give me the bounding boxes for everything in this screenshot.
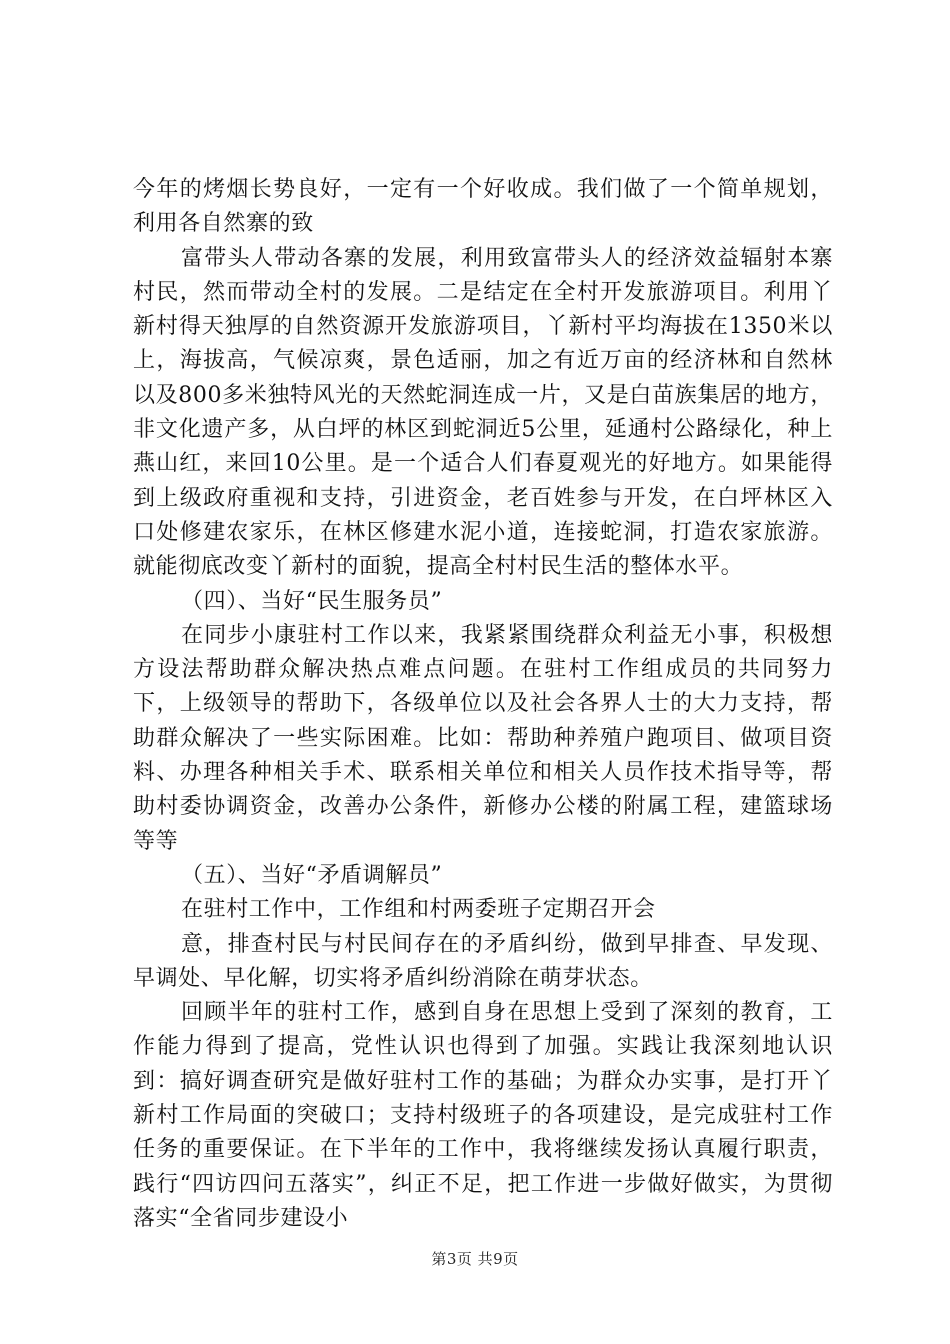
paragraph-2: 富带头人带动各寨的发展，利用致富带头人的经济效益辐射本寨村民，然而带动全村的发展。二是结定在全村开发旅游项目。利用丫新村得天独厚的自然资源开发旅游项目，丫新村平均海拔在1350米以上，海拔高，气候凉爽，景色适丽，加之有近万亩的经济林和自然林以及800多米独特风光的天然蛇洞连成一片，又是白苗族集居的地方，非文化遗产多，从白坪的林区到蛇洞近5公里，延通村公路绿化，种上燕山红，来回10公里。是一个适合人们春夏观光的好地方。如果能得到上级政府重视和支持，引进资金，老百姓参与开发，在白坪林区入口处修建农家乐，在林区修建水泥小道，连接蛇洞，打造农家旅游。就能彻底改变丫新村的面貌，提高全村村民生活的整体水平。: [133, 245, 833, 580]
section-heading-5: （五）、当好“矛盾调解员”: [181, 862, 443, 888]
paragraph-3: 在同步小康驻村工作以来，我紧紧围绕群众利益无小事，积极想方设法帮助群众解决热点难点问题。在驻村工作组成员的共同努力下，上级领导的帮助下，各级单位以及社会各界人士的大力支持，帮助群众解决了一些实际困难。比如：帮助种养殖户跑项目、做项目资料、办理各种相关手术、联系相关单位和相关人员作技术指导等，帮助村委协调资金，改善办公条件，新修办公楼的附属工程，建篮球场等等: [133, 622, 833, 854]
paragraph-1: 今年的烤烟长势良好，一定有一个好收成。我们做了一个简单规划，利用各自然寨的致: [133, 177, 833, 237]
page-footer: 第3页 共9页: [431, 1250, 519, 1268]
section-heading-4: （四）、当好“民生服务员”: [181, 588, 443, 614]
document-body: [133, 173, 833, 1236]
paragraph-6: 回顾半年的驻村工作，感到自身在思想上受到了深刻的教育，工作能力得到了提高，党性认识也得到了加强。实践让我深刻地认识到：搞好调查研究是做好驻村工作的基础；为群众办实事，是打开丫新村工作局面的突破口；支持村级班子的各项建设，是完成驻村工作任务的重要保证。在下半年的工作中，我将继续发扬认真履行职责，践行“四访四问五落实”，纠正不足，把工作进一步做好做实，为贯彻落实“全省同步建设小: [133, 1000, 833, 1231]
paragraph-4: 在驻村工作中，工作组和村两委班子定期召开会: [181, 897, 656, 923]
paragraph-5: 意，排查村民与村民间存在的矛盾纠纷，做到早排查、早发现、早调处、早化解，切实将矛盾纠纷消除在萌芽状态。: [133, 931, 833, 991]
